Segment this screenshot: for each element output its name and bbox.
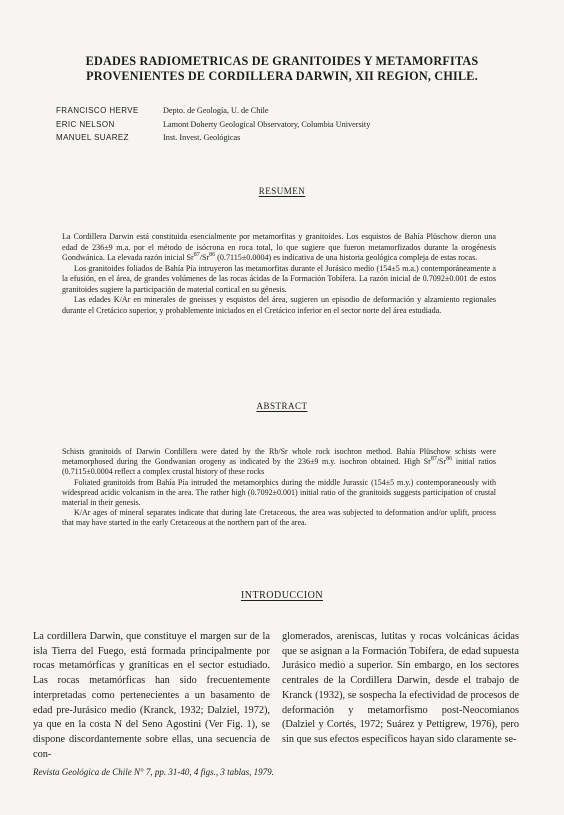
abstract-p1-sup-1: 87 xyxy=(430,456,437,463)
author-affiliation: Lamont Doherty Geological Observatory, Columbia University xyxy=(163,119,371,129)
title-line-2: PROVENIENTES DE CORDILLERA DARWIN, XII REGION, CHILE. xyxy=(86,69,478,83)
resumen-p1-sup-1: 87 xyxy=(193,252,200,258)
intro-right-text: glomerados, areniscas, lutitas y rocas volcánicas ácidas que se asignan a la Formación Tobífera, de edad supuesta Jurásico medio a superior. Sin embargo, en los sectores centrales de la Cordillera Darwin, desde el trabajo de Kranck (1932), se sospecha la efectividad de procesos de deformación y metamorfismo post-Neocomianos (Dalziel y Cortés, 1972; Suárez y Pettigrew, 1976), pero sin que sus efectos específicos hayan sido claramente se- xyxy=(282,631,519,745)
author-row xyxy=(56,118,526,132)
author-name: ERIC NELSON xyxy=(56,119,115,129)
resumen-p1-text-b: /Sr xyxy=(199,253,210,262)
introduccion-heading xyxy=(0,590,564,601)
author-row xyxy=(56,131,526,145)
resumen-p1-text-c: (0.7115±0.0004) es indicativa de una historia geológica compleja de estas rocas. xyxy=(215,253,478,262)
author-name: FRANCISCO HERVE xyxy=(56,106,139,115)
introduccion-heading-text: INTRODUCCION xyxy=(240,590,324,601)
author-affiliation: Depto. de Geología, U. de Chile xyxy=(163,106,269,115)
author-affiliation: Inst. Invest. Geológicas xyxy=(163,133,241,142)
resumen-paragraph-1 xyxy=(62,232,496,264)
resumen-p1-sup-2: 86 xyxy=(209,252,216,258)
journal-citation: Revista Geológica de Chile N° 7, pp. 31-40, 4 figs., 3 tablas, 1979. xyxy=(33,767,274,777)
abstract-p1-sup-2: 86 xyxy=(446,456,453,463)
abstract-heading xyxy=(0,401,564,411)
author-name: MANUEL SUAREZ xyxy=(56,133,129,142)
resumen-paragraph-3: Las edades K/Ar en minerales de gneisses y esquistos del área, sugieren un episodio de deformación y alzamiento regionales durante el Cretácico superior, y probablemente iniciados en el Cretácico inferior en el sector norte del área estudiada. xyxy=(62,295,496,315)
title-line-1: EDADES RADIOMETRICAS DE GRANITOIDES Y METAMORFITAS xyxy=(85,54,479,68)
resumen-section xyxy=(62,232,496,316)
abstract-p1-text-b: /Sr xyxy=(436,457,447,467)
abstract-paragraph-1 xyxy=(62,447,496,478)
author-list xyxy=(56,104,526,145)
intro-left-text: La cordillera Darwin, que constituye el margen sur de la isla Tierra del Fuego, está formada principalmente por rocas metamórficas y graníticas en el sector estudiado. Las rocas metamórficas han sido frecuentemente interpretadas como pertenecientes a un basamento de edad pre-Jurásico medio (Kranck, 1932; Dalziel, 1972), ya que en la costa N del Seno Agostini (Ver Fig. 1), se dispone discordantemente sobre ellas, una secuencia de con- xyxy=(33,631,270,760)
resumen-paragraph-2: Los granitoides foliados de Bahía Pía intruyeron las metamorfitas durante el Jurásico medio (154±5 m.a.) contemporáneamente a la efusión, en el área, de grandes volúmenes de las rocas ácidas de la Formación Tobífera. La razón inicial de 0.7092±0.001 de estos granitoides sugiere la participación de material cortical en su génesis. xyxy=(62,263,496,294)
resumen-heading xyxy=(0,186,564,196)
intro-column-left xyxy=(33,630,270,762)
resumen-p1-text-a: La Cordillera Darwin está constituida esencialmente por metamorfitas y granitoides. Los esquistos de Bahía Plüschow dieron una edad de 236±9 m.a. por el método de isócrona en roca total, lo que sugiere que fueron metamorfizados durante la orogénesis Gondwánica. La elevada razón inicial Sr xyxy=(62,232,496,262)
paper-title xyxy=(60,54,504,84)
abstract-section xyxy=(62,447,496,529)
author-row xyxy=(56,104,526,118)
abstract-p1-text-c: initial ratios (0.7115±0.0004 reflect a complex crustal history of these rocks xyxy=(62,457,497,477)
resumen-heading-text: RESUMEN xyxy=(258,186,306,196)
abstract-paragraph-3: K/Ar ages of mineral separates indicate that during late Cretaceous, the area was subjected to deformation and/or uplift, process that may have started in the early Cretaceous at the northern part of the area. xyxy=(62,508,496,528)
intro-column-right xyxy=(282,630,519,748)
abstract-heading-text: ABSTRACT xyxy=(256,401,308,411)
abstract-paragraph-2: Foliated granitoids from Bahía Pía intruded the metamorphics during the middle Jurassic (154±5 m.y.) contemporaneously with widespread acidic volcanism in the area. The rather high (0.7092±0.001) initial ratio of the granitoids suggests participation of crustal material in their genesis. xyxy=(62,477,496,508)
abstract-p1-text-a: Schists granitoids of Darwin Cordillera were dated by the Rb/Sr whole rock isochron method. Bahía Plüschow schists were metamorphosed during the Gondwanian orogeny as indicated by the 236±9 m.y. isochron obtained. High Sr xyxy=(62,447,496,467)
